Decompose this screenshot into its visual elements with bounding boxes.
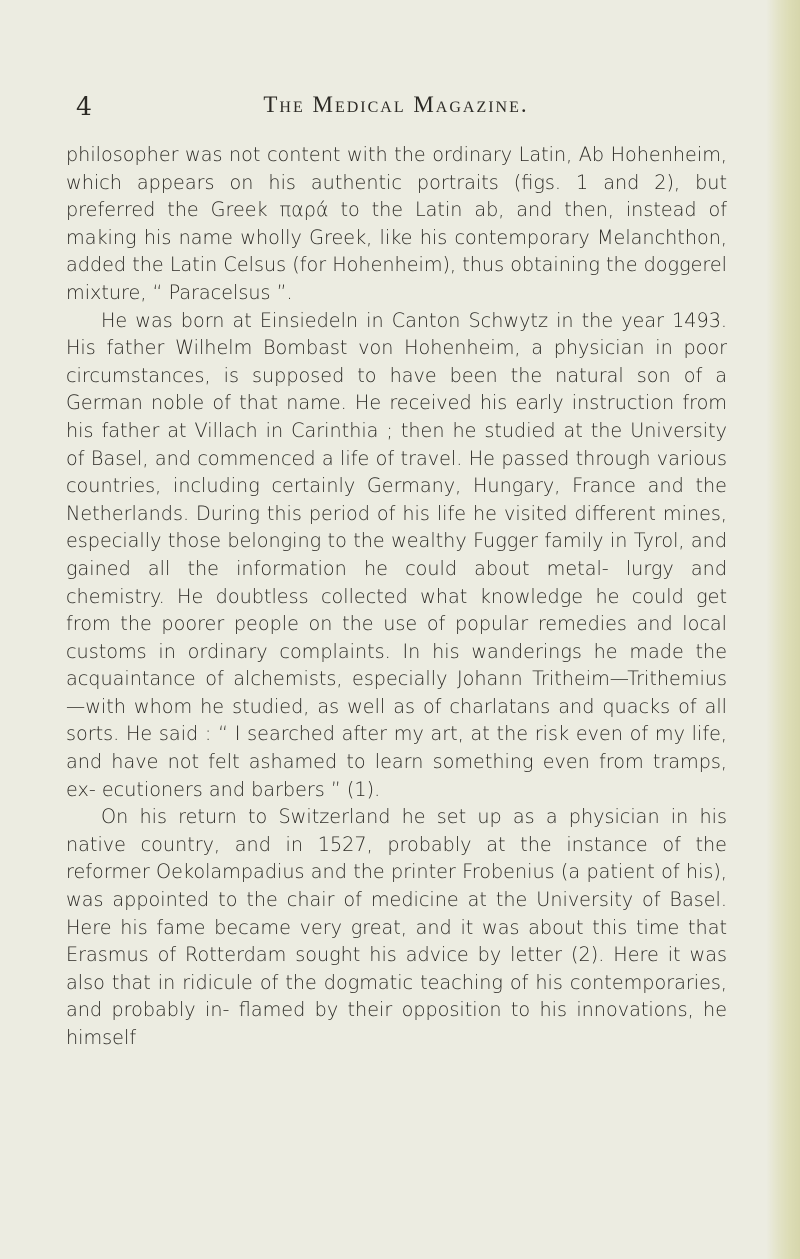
page-number: 4 <box>76 92 92 121</box>
article-body <box>66 141 727 1052</box>
running-title: The Medical Magazine. <box>263 92 529 117</box>
running-header <box>66 92 726 122</box>
paragraph-birth-and-travels: He was born at Einsiedeln in Canton Schwytz in the year 1493. His father Wilhelm Bombast von Hohenheim, a physician in poor circumstances, is supposed to have been the natural son of a German noble of that name. He received his early instruction from his father at Villach in Carinthia ; then he studied at the University of Basel, and commenced a life of travel. He passed through various countries, including certainly Germany, Hungary, France and the Netherlands. During this period of his life he visited different mines, especially those belonging to the wealthy Fugger family in Tyrol, and gained all the information he could about metal- lurgy and chemistry. He doubtless collected what knowledge he could get from the poorer people on the use of popular remedies and local customs in ordinary complaints. In his wanderings he made the acquaintance of alchemists, especially Johann Tritheim—Trithemius—with whom he studied, as well as of charlatans and quacks of all sorts. He said : “ I searched after my art, at the risk even of my life, and have not felt ashamed to learn something even from tramps, ex- ecutioners and barbers ” (1). <box>66 308 727 801</box>
paragraph-basel-professorship: On his return to Switzerland he set up as a physician in his native country, and in 1527, probably at the instance of the reformer Oekolampadius and the printer Frobenius (a patient of his), was appointed to the chair of medicine at the University of Basel. Here his fame became very great, and it was about this time that Erasmus of Rotterdam sought his advice by letter (2). Here it was also that in ridicule of the dogmatic teaching of his contemporaries, and probably in- flamed by their opposition to his innovations, he himself <box>66 805 727 1049</box>
page-edge-shadow <box>766 0 800 1259</box>
paragraph-continued: philosopher was not content with the ordinary Latin, Ab Hohenheim, which appears on his authentic portraits (figs. 1 and 2), but preferred the Greek παρά to the Latin ab, and then, instead of making his name wholly Greek, like his contemporary Melanchthon, added the Latin Celsus (for Hohenheim), thus obtaining the doggerel mixture, “ Paracelsus ”. <box>66 143 727 304</box>
